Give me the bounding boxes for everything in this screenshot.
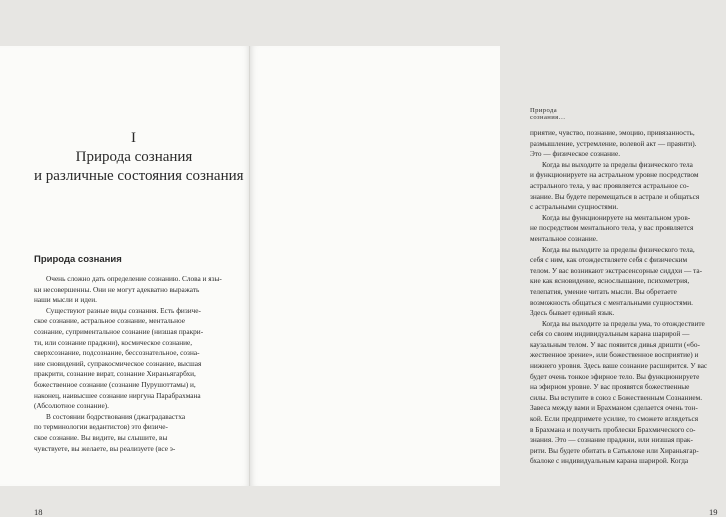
chapter-title-line2: и различные состояния сознания bbox=[34, 168, 244, 184]
text-line: божественное сознание (сознание Пурушоттамы) и, bbox=[34, 379, 196, 389]
text-line: размышление, устремление, волевой акт — праянти). bbox=[530, 138, 697, 148]
text-line: ское сознание, астральное сознание, ментальное bbox=[34, 316, 186, 326]
text-line: Очень сложно дать определение сознанию. Слова и язы- bbox=[46, 274, 222, 283]
text-line: на эфирном уровне. У вас проявятся божественные bbox=[530, 382, 690, 392]
right-body-text bbox=[530, 128, 726, 467]
paragraph bbox=[530, 128, 726, 160]
paragraph bbox=[34, 274, 230, 306]
text-line: каузальным телом. У вас появится дивья дришти («бо- bbox=[530, 339, 700, 349]
text-line: будет очень тонкое эфирное тело. Вы функционируете bbox=[530, 371, 700, 381]
text-line: Завеса между вами и Брахманом сделается очень тон- bbox=[530, 403, 698, 413]
text-line: Когда вы выходите за пределы ума, то отождествите bbox=[542, 318, 705, 328]
text-line: сверхсознание, подсознание, бессознательное, созна- bbox=[34, 348, 200, 358]
right-page bbox=[250, 46, 718, 517]
text-line: себя с ним, как отождествляете себя с физическим bbox=[530, 255, 688, 265]
text-line: бхалоке с индивидуальным карана шарирой. Когда bbox=[530, 456, 689, 466]
text-line: с астральными сущностями. bbox=[530, 202, 619, 212]
text-line: В состоянии бодрствования (джаградавастха bbox=[46, 411, 186, 421]
section-title: Природа сознания bbox=[34, 254, 122, 265]
text-line: ние сновидений, супракосмическое сознание, высшая bbox=[34, 358, 202, 368]
text-line: кие как ясновидение, яснослышание, психометрия, bbox=[530, 276, 690, 286]
text-line: силы. Вы вступите в союз с Божественным Сознанием. bbox=[530, 392, 703, 402]
page-number-right: 19 bbox=[709, 507, 718, 517]
text-line: ское сознание. Вы видите, вы слышите, вы bbox=[34, 432, 168, 442]
running-head: Природа сознания… bbox=[530, 107, 566, 121]
text-line: по терминологии ведантистов) это физиче- bbox=[34, 422, 168, 432]
text-line: ки несовершенны. Они не могут адекватно выражать bbox=[34, 284, 200, 294]
text-line: кой. Если предпримете усилие, то сможете вглядеться bbox=[530, 414, 699, 424]
text-line: Когда вы выходите за пределы физического тела bbox=[542, 159, 693, 169]
paragraph bbox=[34, 412, 230, 454]
paragraph bbox=[530, 245, 726, 319]
text-line: телепатия, умение читать мысли. Вы обретаете bbox=[530, 286, 677, 296]
chapter-title bbox=[34, 148, 244, 186]
text-line: наши мысли и идеи. bbox=[34, 295, 97, 305]
text-line: телом. У вас возникают экстрасенсорные сиддхи — та- bbox=[530, 265, 703, 275]
text-line: Это — физическое сознание. bbox=[530, 149, 621, 159]
text-line: астрального тела, у вас проявляется астральное со- bbox=[530, 180, 689, 190]
text-line: рити. Вы будете обитать в Сатьялоке или Хираньягар- bbox=[530, 445, 699, 455]
paragraph bbox=[530, 213, 726, 245]
left-body-text bbox=[34, 274, 230, 454]
left-page bbox=[0, 46, 250, 517]
text-line: знание. Вы будете перемещаться в астрале и общаться bbox=[530, 191, 700, 201]
text-line: нижнего уровня. Здесь ваше сознание расширится. У вас bbox=[530, 361, 708, 371]
text-line: не посредством ментального тела, у вас проявляется bbox=[530, 223, 694, 233]
text-line: Когда вы выходите за пределы физического тела, bbox=[542, 244, 695, 254]
text-line: Здесь бывает единый язык. bbox=[530, 308, 615, 318]
text-line: ментальное сознание. bbox=[530, 233, 598, 243]
text-line: Когда вы функционируете на ментальном уров- bbox=[542, 212, 691, 222]
page-number-left: 18 bbox=[34, 507, 43, 517]
chapter-title-line1: Природа сознания bbox=[75, 149, 193, 165]
paragraph bbox=[34, 306, 230, 412]
text-line: себя со своим индивидуальным карана шарирой — bbox=[530, 329, 690, 339]
text-line: возможность общаться с ментальными сущностями. bbox=[530, 297, 693, 307]
text-line: чувствуете, вы желаете, вы реализуете (все э- bbox=[34, 443, 176, 453]
text-line: приятие, чувство, познание, эмоцию, привязанность, bbox=[530, 128, 695, 137]
chapter-number: I bbox=[131, 130, 137, 146]
text-line: (Абсолютное сознание). bbox=[34, 401, 109, 411]
paragraph bbox=[530, 160, 726, 213]
text-line: пракрити, сознание вират, сознание Хираньягарбхи, bbox=[34, 369, 196, 379]
text-line: сознание, суприментальное сознание (низшая пракри- bbox=[34, 326, 204, 336]
paragraph bbox=[530, 319, 726, 467]
text-line: наконец, наивысшее сознание ниргуна Парабрахмана bbox=[34, 390, 201, 400]
text-line: в Брахмана и получить проблески Брахмического со- bbox=[530, 424, 696, 434]
text-line: Существуют разные виды сознания. Есть физиче- bbox=[46, 305, 201, 315]
text-line: и функционируете на астральном уровне посредством bbox=[530, 170, 699, 180]
text-line: ти, или сознание праджни), космическое сознание, bbox=[34, 337, 193, 347]
text-line: жественное зрение», или божественное восприятие) и bbox=[530, 350, 699, 360]
text-line: знания. Это — сознание праджни, или низшая прак- bbox=[530, 435, 693, 445]
